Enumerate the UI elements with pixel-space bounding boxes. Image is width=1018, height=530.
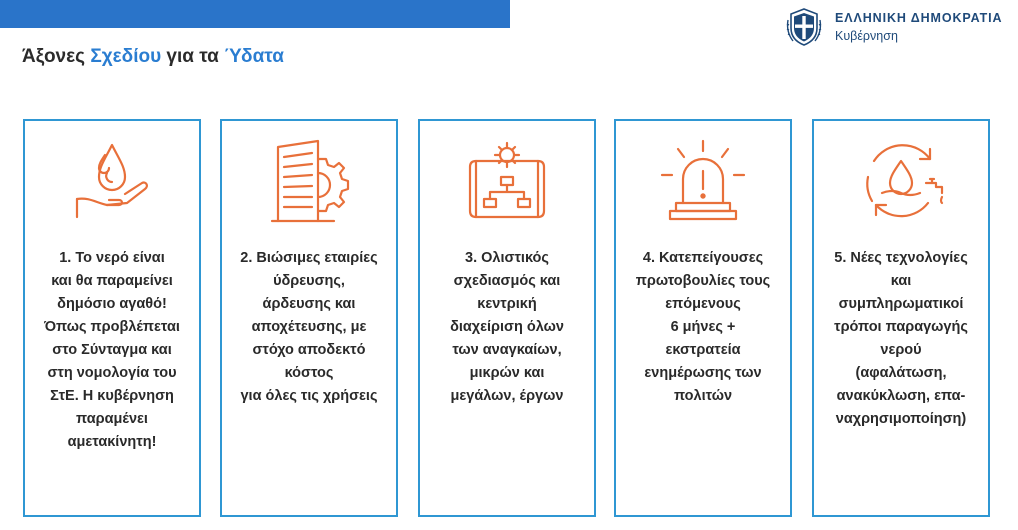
axis-card-5 [812,119,990,517]
water-cycle-icon [856,137,946,225]
axis-card-2 [220,119,398,517]
blueprint-plan-icon [462,137,552,225]
top-accent-bar [0,0,510,28]
building-gear-icon [264,137,354,225]
logo-subtitle: Κυβέρνηση [835,29,898,43]
axis-card-3 [418,119,596,517]
axis-text-1: 1. Το νερό είναι και θα παραμείνει δημόσιο αγαθό! Όπως προβλέπεται στο Σύνταγμα και στη νομολογία του ΣτΕ. Η κυβέρνηση παραμένει αμετακίνητη! [44,250,180,450]
logo-title: ΕΛΛΗΝΙΚΗ ΔΗΜΟΚΡΑΤΙΑ [835,11,1003,25]
axis-card-4 [614,119,792,517]
axis-card-1 [23,119,201,517]
alarm-light-icon [658,137,748,225]
government-logo [783,6,1002,48]
title-part-2: Σχεδίου [90,46,162,67]
water-hand-icon [67,137,157,225]
page-title [22,46,284,68]
axis-text-5: 5. Νέες τεχνολογίες και συμπληρωματικοί τρόποι παραγωγής νερού (αφαλάτωση, ανακύκλωση, επα- ναχρησιμοποίηση) [834,250,968,427]
title-part-4: Ύδατα [224,46,284,67]
axis-text-2: 2. Βιώσιμες εταιρίες ύδρευσης, άρδευσης και αποχέτευσης, με στόχο αποδεκτό κόστος για όλες τις χρήσεις [240,250,378,404]
axis-text-4: 4. Κατεπείγουσες πρωτοβουλίες τους επόμενους 6 μήνες + εκστρατεία ενημέρωσης των πολιτών [635,250,771,404]
title-part-1: Άξονες [22,46,86,67]
title-part-3: για τα [166,46,219,67]
greek-coat-of-arms-icon [783,6,825,48]
axis-text-3: 3. Ολιστικός σχεδιασμός και κεντρική διαχείριση όλων των αναγκαίων, μικρών και μεγάλων, έργων [450,250,564,404]
